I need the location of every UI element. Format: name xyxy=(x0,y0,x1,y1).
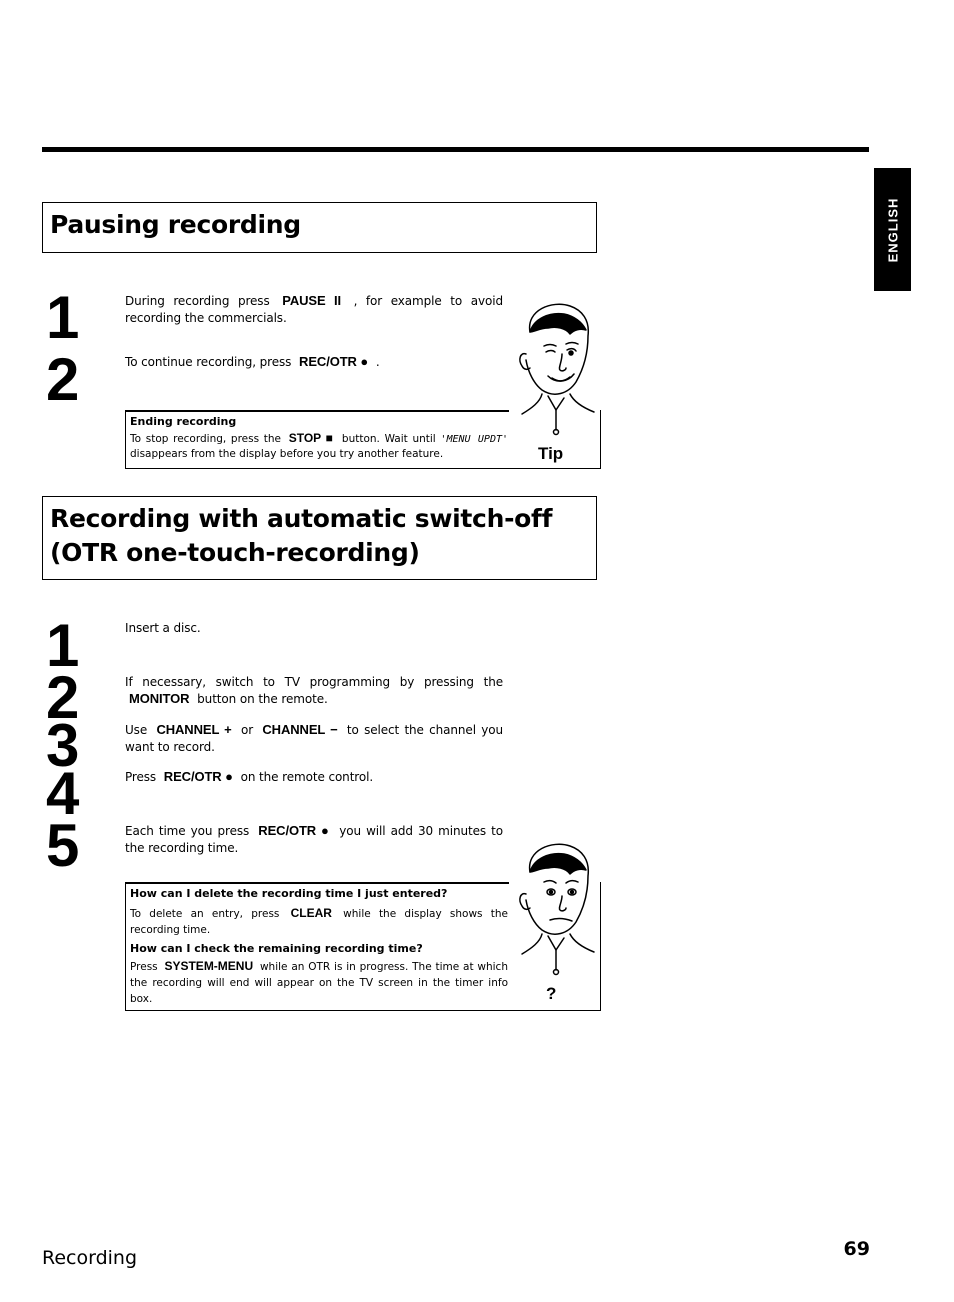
step-number: 2 xyxy=(46,664,80,731)
key-label: CHANNEL − xyxy=(262,722,338,737)
step-text: To continue recording, press REC/OTR ● . xyxy=(125,354,380,369)
step-number: 5 xyxy=(46,812,80,879)
step-text: Each time you press REC/OTR ● you will add 30 minutes to the recording time. xyxy=(125,823,503,855)
faq-content xyxy=(126,882,508,1008)
puzzled-man-illustration xyxy=(512,838,596,980)
step-text: If necessary, switch to TV programming by pressing the MONITOR button on the remote. xyxy=(125,675,503,706)
section-heading-otr xyxy=(42,496,597,580)
step-number: 4 xyxy=(46,760,80,827)
key-label: REC/OTR ● xyxy=(299,354,369,369)
step-text: During recording press PAUSE II , for example to avoid recording the commercials. xyxy=(125,293,503,325)
key-label: MONITOR xyxy=(129,690,190,706)
step-text: Insert a disc. xyxy=(125,621,201,635)
step-number: 3 xyxy=(46,712,80,779)
step-number: 1 xyxy=(46,284,80,351)
tip-content: Ending recording To stop recording, press the STOP ■ button. Wait until 'MENU UPDT' disappears from the display before you try another feature. xyxy=(130,415,509,460)
question-label: ? xyxy=(546,984,557,1003)
display-text: 'MENU UPDT' xyxy=(440,433,509,445)
section-title: Recording with automatic switch-off (OTR one-touch-recording) xyxy=(50,504,553,567)
faq-answer: Press SYSTEM-MENU while an OTR is in progress. The time at which the recording will end will appear on the TV screen in the timer info box. xyxy=(130,959,508,1005)
section-title: Pausing recording xyxy=(50,210,301,239)
faq-box-top-line xyxy=(126,882,509,884)
key-label: REC/OTR ● xyxy=(258,823,331,838)
step-text: Use CHANNEL + or CHANNEL − to select the channel you want to record. xyxy=(125,722,504,754)
step-number: 1 xyxy=(46,612,80,679)
tip-heading: Ending recording xyxy=(130,415,237,428)
page-number: 69 xyxy=(843,1238,870,1260)
language-tab-label: ENGLISH xyxy=(885,197,900,262)
tip-box-top-line xyxy=(126,410,509,412)
top-rule xyxy=(42,147,869,152)
faq-question: How can I delete the recording time I just entered? xyxy=(130,887,448,900)
tip-label: Tip xyxy=(538,444,564,463)
winking-man-illustration xyxy=(512,298,596,440)
footer-section-name: Recording xyxy=(42,1247,138,1269)
section-heading-pausing xyxy=(42,202,597,253)
language-tab xyxy=(874,168,911,291)
key-label: PAUSE II xyxy=(282,293,341,308)
faq-answer: To delete an entry, press CLEAR while the display shows the recording time. xyxy=(130,905,508,936)
key-label: CLEAR xyxy=(290,905,332,920)
key-label: REC/OTR ● xyxy=(163,769,233,784)
key-label: STOP ■ xyxy=(288,430,335,445)
key-label: CHANNEL + xyxy=(156,722,232,737)
step-number: 2 xyxy=(46,346,80,413)
step-text: Press REC/OTR ● on the remote control. xyxy=(125,769,374,784)
key-label: SYSTEM-MENU xyxy=(164,959,254,974)
faq-question: How can I check the remaining recording time? xyxy=(130,942,423,956)
